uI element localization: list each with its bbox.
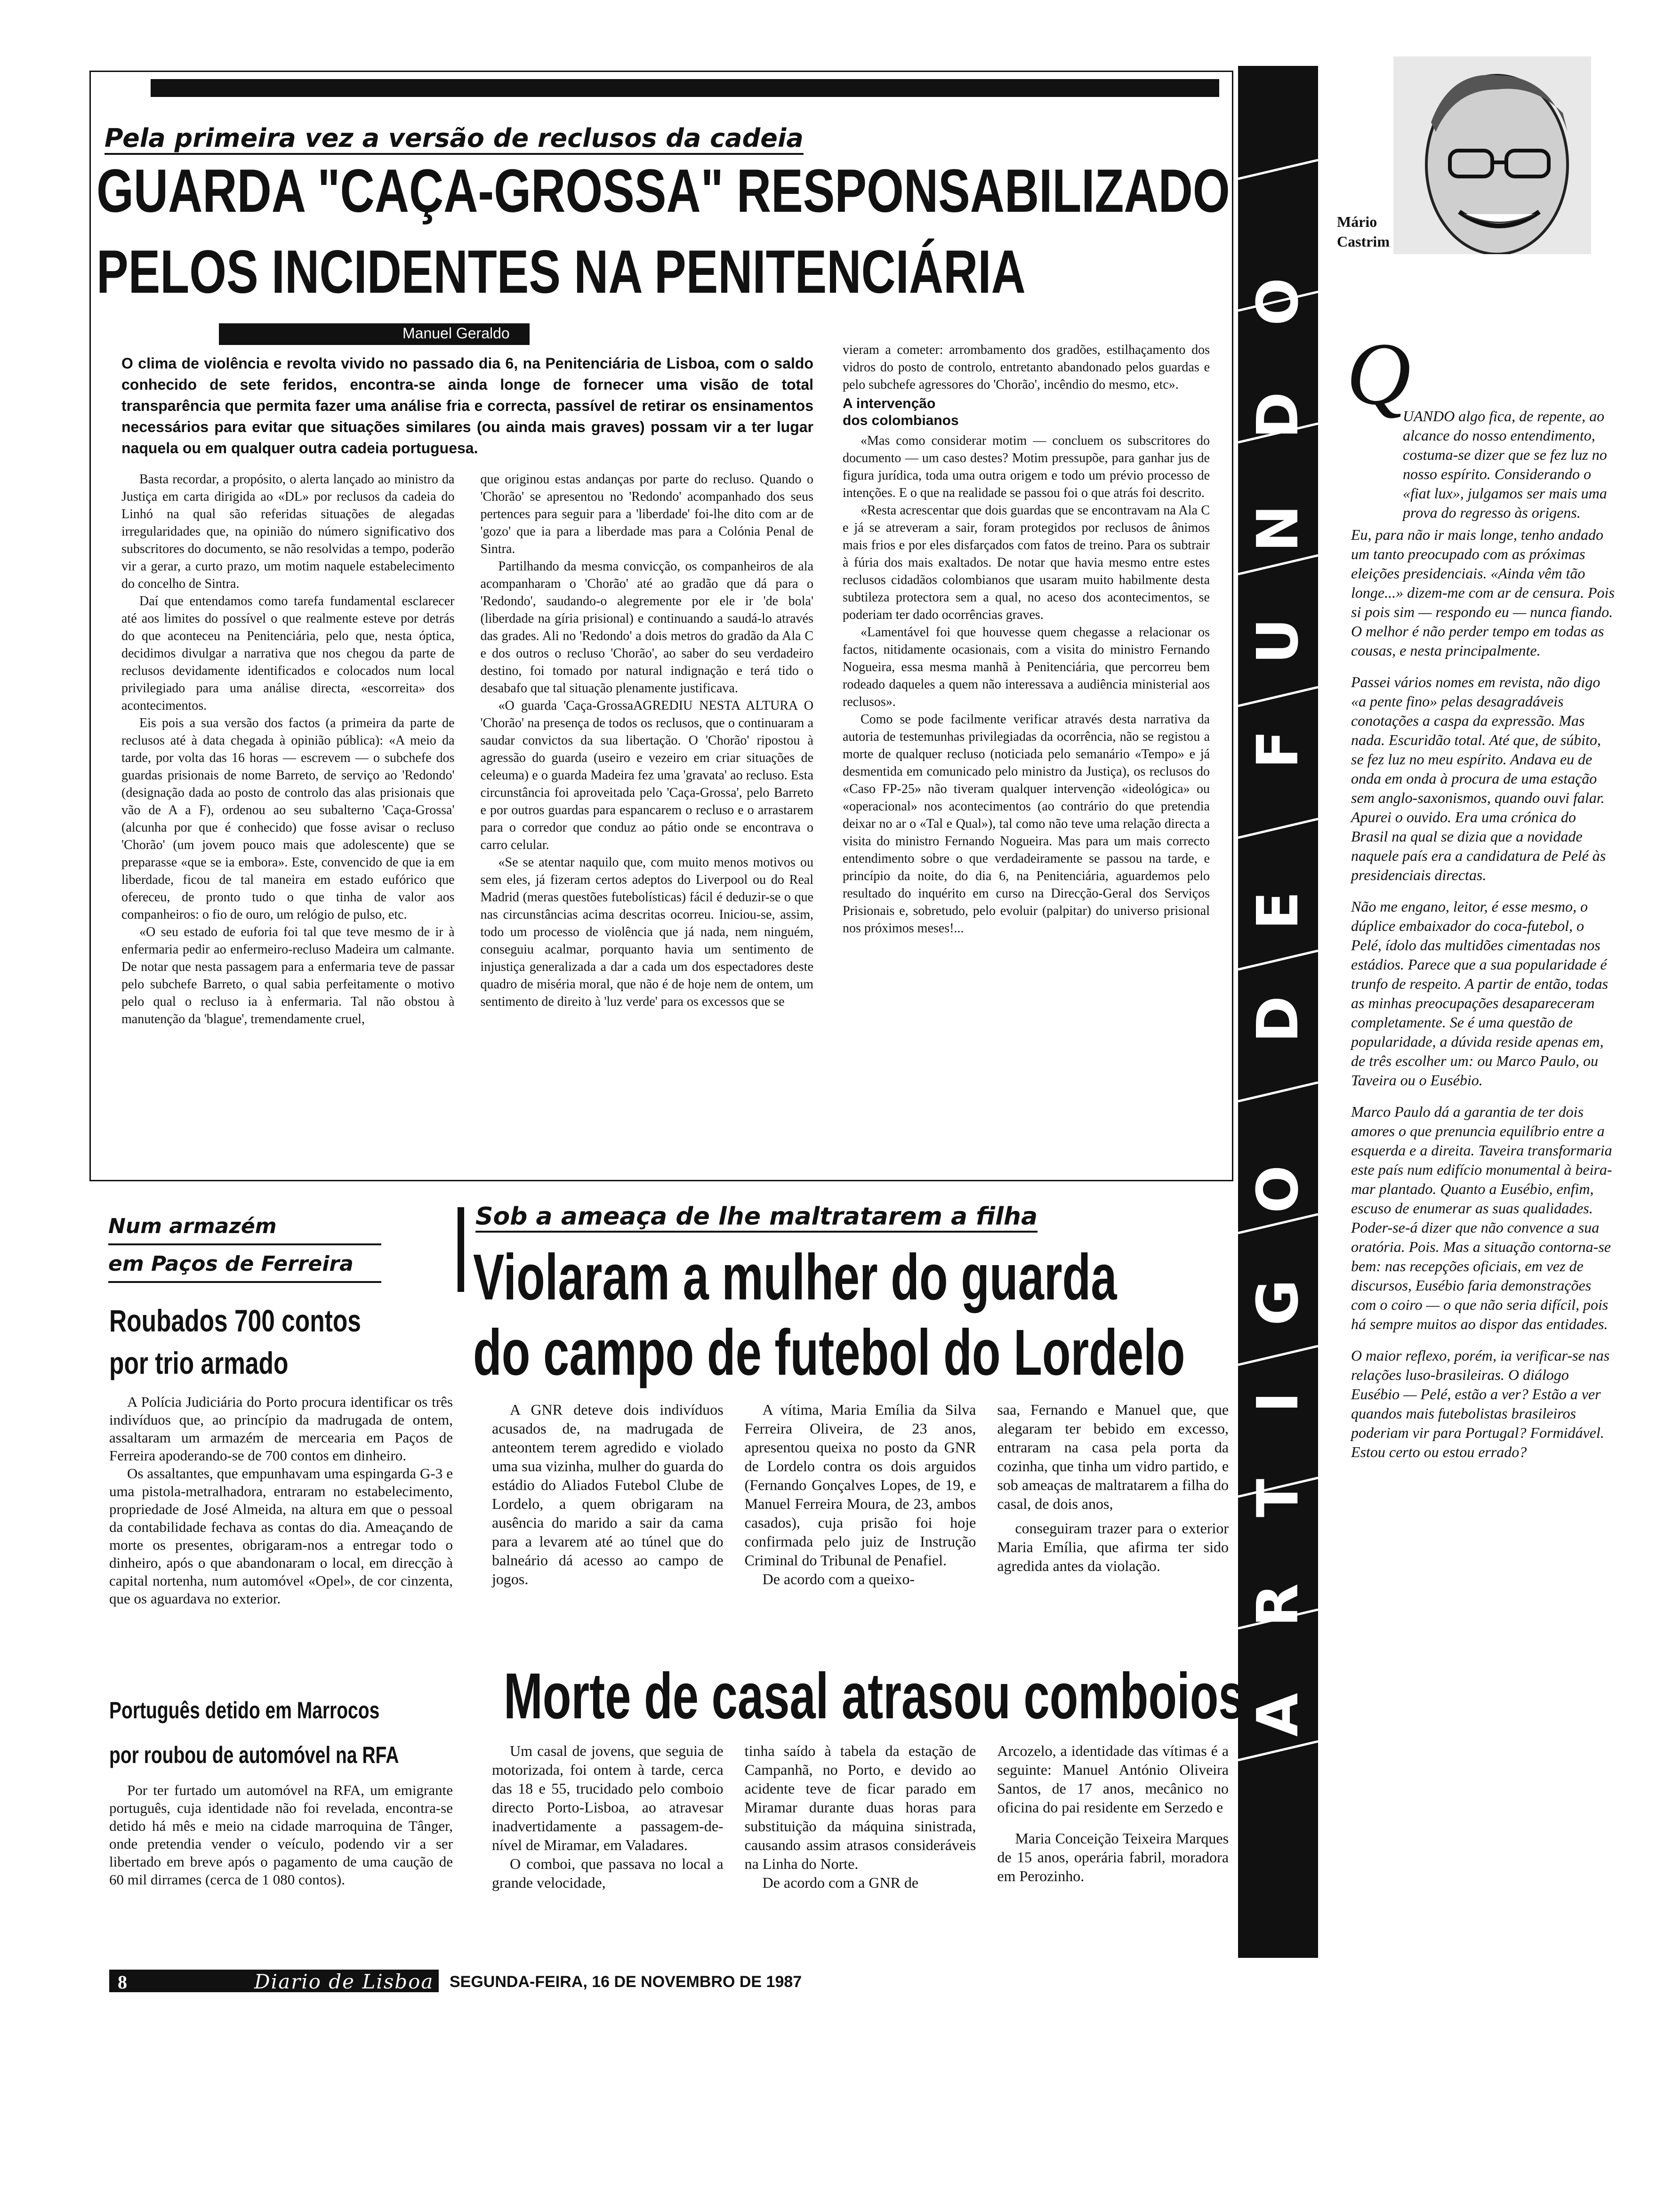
banner-letter: O bbox=[1245, 278, 1311, 326]
paragraph: conseguiram trazer para o exterior Maria Emília, que afirma ter sido agredida antes da violação. bbox=[997, 1520, 1229, 1574]
story3-columns bbox=[492, 1741, 1229, 1892]
paragraph: Eu, para não ir mais longe, tenho andado um tanto preocupado com as próximas eleições presidenciais. «Ainda vêm tão longe...» dizem-me com ar de censura. Pois si pois sim — respondo eu — nunca fiando. O melhor é não perder tempo em todas as cousas, e nesta principalmente. bbox=[1351, 526, 1615, 659]
banner-letter: I bbox=[1245, 1392, 1311, 1413]
brief2-headline-1: Português detido em Marrocos bbox=[109, 1697, 380, 1723]
rule bbox=[108, 1281, 381, 1283]
paragraph: «Mas como considerar motim — concluem os subscritores do documento — um caso destes? Motim pressupõe, para ganhar jus de figura jurídica, toda uma outra origem e todo um prévio processo de intenções. E o que na realidade se passou foi o que atrás foi descrito. bbox=[843, 433, 1210, 500]
paragraph: Como se pode facilmente verificar através desta narrativa da autoria de testemunhas privilegiadas da ocorrência, não se registou a morte de qualquer recluso (noticiada pelo semanário «Tempo» e já desmentida em comunicado pelo ministro da Justiça), os reclusos do «Caso FP-25» não tiveram qualquer intervenção «ideológica» ou «operacional» nos acontecimentos (ao contrário do que pretendia deixar no ar o «Tal e Qual»), tal como não teve uma relação directa a visita do ministro Fernando Nogueira. Mas para um mais correcto entendimento sobre o que verdadeiramente se passou na tarde, e princípio da noite, do dia 6, na Penitenciária, aguardemos pelo resultado do inquérito em curso na Direcção-Geral dos Serviços Prisionais e, sobretudo, pelo evoluir (palpitar) do universo prisional nos próximos meses!... bbox=[843, 712, 1210, 936]
banner-text bbox=[1238, 259, 1318, 1755]
brief1-kicker-1: Num armazém bbox=[108, 1214, 277, 1238]
story3-headline: Morte de casal atrasou comboios bbox=[504, 1660, 1245, 1732]
subhead: A intervenção dos colombianos bbox=[843, 396, 959, 428]
paragraph: tinha saído à tabela da estação de Campanhã, no Porto, e devido ao acidente teve de ficar parado em Miramar durante duas horas para substituição da máquina sinistrada, causando assim atrasos consideráveis na Linha do Norte. bbox=[744, 1742, 976, 1872]
paragraph: Não me engano, leitor, é esse mesmo, o dúplice embaixador do coca-futebol, o Pelé, ídolo das multidões cimentadas nos estádios. Parece que a sua popularidade é trunfo de respeito. A partir de então, todas as minhas preocupações desapareceram completamente. Se é uma questão de popularidade, a dúvida reside apenas em, de três escolher um: ou Marco Paulo, ou Taveira ou o Eusébio. bbox=[1351, 898, 1609, 1089]
masthead-logo: Diario de Lisboa bbox=[254, 1970, 434, 1993]
paragraph: «O guarda 'Caça-GrossaAGREDIU NESTA ALTURA O 'Chorão' na presença de todos os reclusos, que o continuaram a saudar convictos da sua libertação. O 'Chorão' ripostou à agressão do guarda (useiro e vezeiro em criar situações de celeuma) e o guarda Madeira fez uma 'gravata' ao recluso. Esta circunstância foi aproveitada pelo 'Caça-Grossa', pelo Barreto e por outros guardas para espancarem o recluso e o arrastarem para o corredor que conduz ao pátio onde se encontrava o carro celular. bbox=[480, 698, 813, 852]
top-lead: O clima de violência e revolta vivido no passado dia 6, na Penitenciária de Lisboa, com o saldo conhecido de sete feridos, encontra-se ainda longe de fornecer uma visão de total transparência que permita fazer uma análise fria e correcta, passível de retirar os ensinamentos necessários para evitar que situações similares (ou ainda mais graves) possam vir a ter lugar naquela ou em qualquer outra cadeia portuguesa. bbox=[121, 355, 813, 457]
paragraph: Os assaltantes, que empunhavam uma espingarda G-3 e uma pistola-metralhadora, entraram no estabelecimento, propriedade de José Almeida, na altura em que o pessoal da contabilidade fechava as contas do dia. Ameaçando de morte os presentes, obrigaram-nos a entregar todo o dinheiro, após o que abandonaram o local, em direcção à capital nortenha, num automóvel «Opel», de cor cinzenta, que os aguardava no exterior. bbox=[109, 1465, 453, 1607]
banner-letter: N bbox=[1245, 505, 1311, 552]
story3-column-1 bbox=[492, 1741, 724, 1892]
author-name: Mário Castrim bbox=[1337, 213, 1390, 250]
paragraph: Daí que entendamos como tarefa fundamental esclarecer até aos limites do possível o que realmente esteve por detrás do que aconteceu na Penitenciária, pelo que, nesta óptica, decidimos divulgar a narrativa que nos chegou da parte de reclusos devidamente identificados e colocados num local privilegiado para uma análise directa, «escorreita» dos acontecimentos. bbox=[121, 594, 455, 713]
banner-letter: T bbox=[1245, 1479, 1311, 1517]
rule bbox=[108, 1243, 381, 1245]
banner-letter: E bbox=[1245, 891, 1311, 930]
banner-letter: D bbox=[1245, 392, 1311, 439]
paragraph: De acordo com a queixo- bbox=[762, 1571, 915, 1587]
paragraph: Marco Paulo dá a garantia de ter dois amores o que prenuncia equilíbrio entre a esquerda e a direita. Taveira transformaria este país num edifício monumental à beira-mar plantado. Quanto a Eusébio, enfim, escuso de enumerar as suas qualidades. Poder-se-á dizer que não convence a sua oratória. Pois. Mas a situação contorna-se bem: nas recepções oficiais, em vez de discursos, Eusébio faria demonstrações com o coiro — o que não seria difícil, pois há sempre muitos ao dispor das entidades. bbox=[1351, 1103, 1612, 1332]
paragraph: Um casal de jovens, que seguia de motorizada, foi ontem à tarde, cerca das 18 e 55, trucidado pelo comboio directo Porto-Lisboa, ao atravesar inadvertidamente a passagem-de-nível de Miramar, em Valadares. bbox=[492, 1742, 724, 1853]
opinion-text bbox=[1351, 409, 1615, 1462]
paragraph: A GNR deteve dois indivíduos acusados de, na madrugada de anteontem terem agredido e violado uma sua vizinha, mulher do guarda do estádio do Aliados Futebol Clube de Lordelo, a quem obrigaram na ausência do marido a sair da cama para a levarem até ao túnel que do balneário dá acesso ao campo de jogos. bbox=[492, 1401, 724, 1587]
top-columns-1-2 bbox=[121, 471, 813, 1028]
paragraph: «Resta acrescentar que dois guardas que se encontravam na Ala C e já se atreveram a sair, foram protegidos por reclusos de ânimos mais frios e por eles disfarçados com fatos de treino. Para os subtrair à fúria dos mais exaltados. De notar que havia mesmo entre estes reclusos cidadãos colombianos que usaram muito habilmente desta subtileza protectora sem a qual, no aceso dos acontecimentos, se poderiam ter dado ocorrências graves. bbox=[843, 503, 1210, 622]
brief1-kicker-2: em Paços de Ferreira bbox=[108, 1252, 354, 1276]
story2-column-1 bbox=[492, 1400, 724, 1588]
issue-date: SEGUNDA-FEIRA, 16 DE NOVEMBRO DE 1987 bbox=[450, 1973, 802, 1991]
banner-letter: U bbox=[1245, 618, 1311, 664]
story2-column-3 bbox=[997, 1400, 1229, 1588]
top-column-3 bbox=[843, 341, 1210, 937]
top-column-2 bbox=[481, 471, 814, 1028]
banner-letter: F bbox=[1245, 730, 1311, 769]
banner-letter: D bbox=[1245, 995, 1311, 1043]
paragraph: Arcozelo, a identidade das vítimas é a seguinte: Manuel António Oliveira Santos, de 17 anos, mecânico no oficina do pai residente em Serzedo e bbox=[997, 1742, 1229, 1816]
top-headline-2: PELOS INCIDENTES NA PENITENCIÁRIA bbox=[97, 237, 1026, 306]
opinion-dropcap: Q bbox=[1346, 325, 1411, 424]
banner-letter: G bbox=[1245, 1279, 1311, 1326]
paragraph: A vítima, Maria Emília da Silva Ferreira Oliveira, de 23 anos, apresentou queixa no posto da GNR de Lordelo contra os dois arguidos (Fernando Gonçalves Lopes, de 19, e Manuel Ferreira Moura, de 23, ambos casados), cuja prisão foi hoje confirmada pelo juiz de Instrução Criminal do Tribunal de Penafiel. bbox=[744, 1401, 976, 1569]
brief2-headline-2: por roubou de automóvel na RFA bbox=[109, 1742, 399, 1768]
story3-column-3 bbox=[997, 1741, 1229, 1892]
paragraph: saa, Fernando e Manuel que, que alegaram ter bebido em excesso, entraram na casa pela porta da cozinha, que tinha um vidro partido, e sob ameaças de maltratarem a filha do casal, de dois anos, bbox=[997, 1401, 1229, 1512]
paragraph: Maria Conceição Teixeira Marques de 15 anos, operária fabril, moradora em Perozinho. bbox=[997, 1830, 1229, 1884]
banner-letter: A bbox=[1245, 1693, 1311, 1737]
paragraph: «Se se atentar naquilo que, com muito menos motivos ou sem eles, já fizeram certos adeptos do Liverpool ou do Real Madrid (meras questões futebolísticas) fácil é deduzir-se o que nas circunstâncias acima descritas ocorreu. Iniciou-se, assim, todo um processo de violência que já nada, nem ninguém, conseguiu acalmar, porquanto havia um sentimento de injustiça generalizada a dar a cada um dos espectadores deste quadro de miséria moral, que não é de hoje nem de ontem, um sentimento de direito à 'luz verde' para os excessos que se bbox=[480, 855, 813, 1009]
brief2-body bbox=[109, 1781, 453, 1889]
story2-kicker: Sob a ameaça de lhe maltratarem a filha bbox=[475, 1202, 1038, 1231]
paragraph: «Lamentável foi que houvesse quem chegasse a relacionar os factos, nitidamente ocasionais, com a visita do ministro Fernando Nogueira, essa mesma manhã à Penitenciária, que percorreu bem rodeado daqueles a quem não interessava a audiência ministerial aos reclusos». bbox=[843, 625, 1210, 709]
paragraph: O maior reflexo, porém, ia verificar-se nas relações luso-brasileiras. O diálogo Eusébio — Pelé, estão a ver? Estão a ver quandos mais futebolistas brasileiros poderiam vir para Portugal? Formidável. Estou certo ou estou errado? bbox=[1351, 1347, 1610, 1460]
top-headline-1: GUARDA "CAÇA-GROSSA" RESPONSABILIZADO bbox=[97, 156, 1230, 225]
paragraph: vieram a cometer: arrombamento dos gradões, estilhaçamento dos vidros do posto de controlo, entretanto abandonado pelos guardas e pelo subchefe agressores do 'Chorão', incêndio do mesmo, etc». bbox=[843, 343, 1210, 392]
story2-headline-2: do campo de futebol do Lordelo bbox=[473, 1316, 1185, 1389]
story2-headline-1: Violaram a mulher do guarda bbox=[473, 1241, 1117, 1314]
story2-side-rule bbox=[458, 1207, 464, 1292]
top-black-bar bbox=[151, 79, 1219, 97]
brief1-body bbox=[109, 1393, 453, 1608]
banner-letter: O bbox=[1245, 1165, 1311, 1213]
story3-column-2 bbox=[745, 1741, 976, 1892]
paragraph: De acordo com a GNR de bbox=[762, 1874, 919, 1891]
author-photo bbox=[1393, 56, 1591, 254]
paragraph: que originou estas andanças por parte do recluso. Quando o 'Chorão' se apresentou no 'Redondo' acompanhado dos seus pertences para seguir para a 'liberdade' foi-lhe dito com ar de 'gozo' que ia para a liberdade mas para a Colónia Penal de Sintra. bbox=[480, 472, 813, 556]
paragraph: Eis pois a sua versão dos factos (a primeira da parte de reclusos até à data chegada à opinião pública): «A meio da tarde, por volta das 16 horas — escrevem — o subchefe dos guardas prisionais de nome Barreto, de serviço ao 'Redondo' (designação dada ao posto de controlo das alas prisionais que vão de A a F), ordenou ao seu subalterno 'Caça-Grossa' (alcunha por que é conhecido) que fosse avisar o recluso 'Chorão' (um jovem pouco mais que adolescente) que se preparasse «que se ia embora». Este, convencido de que ia em liberdade, ficou de tal maneira em estado eufórico que ofereceu, de pronto tudo o que tinha de valor aos companheiros: o fio de ouro, um relógio de pulso, etc. bbox=[121, 716, 455, 922]
paragraph: O comboi, que passava no local a grande velocidade, bbox=[492, 1855, 724, 1891]
paragraph: Por ter furtado um automóvel na RFA, um emigrante português, cuja identidade não foi revelada, encontra-se detido há mês e meio na cidade marroquina de Tânger, onde pretendia vender o veículo, podendo vir a ser libertado em breve após o pagamento de uma caução de 60 mil dirrames (cerca de 1 080 contos). bbox=[109, 1782, 453, 1888]
paragraph: «O seu estado de euforia foi tal que teve mesmo de ir à enfermaria pedir ao enfermeiro-recluso Madeira um calmante. De notar que nesta passagem para a enfermaria teve de passar pelo subchefe Barreto, o qual sabia perfeitamente o motivo pelo qual o recluso ia à enfermaria. Tal não obstou à manutenção da 'blague', tremendamente cruel, bbox=[121, 925, 455, 1026]
page-number: 8 bbox=[118, 1972, 127, 1993]
paragraph: Partilhando da mesma convicção, os companheiros de ala acompanharam o 'Chorão' até ao gradão que dá para o 'Redondo', saudando-o alegremente por ele ir 'de bola' (liberdade na gíria prisional) e continuando a saudá-lo através das grades. Ali no 'Redondo' a dois metros do gradão da Ala C e dos outros o recluso 'Chorão', ao saber do seu verdadeiro destino, foi tomado por natural indignação e terá tido o desabafo que tal situação plenamente justificava. bbox=[480, 559, 813, 696]
brief1-headline-1: Roubados 700 contos bbox=[109, 1303, 361, 1338]
paragraph: Basta recordar, a propósito, o alerta lançado ao ministro da Justiça em carta dirigida ao «DL» por reclusos da cadeia do Linhó na qual são referidas situações de alegadas irregularidades que, na opinião do número significativo dos subscritores do documento, se não resolvidas a tempo, poderão vir a gerar, a curto prazo, um motim naquele estabelecimento do concelho de Sintra. bbox=[121, 472, 455, 591]
byline: Manuel Geraldo bbox=[402, 325, 510, 342]
brief1-headline-2: por trio armado bbox=[109, 1346, 289, 1380]
top-kicker: Pela primeira vez a versão de reclusos da cadeia bbox=[105, 123, 804, 153]
banner-letter: R bbox=[1245, 1583, 1311, 1627]
top-column-1 bbox=[121, 471, 455, 1028]
story2-columns bbox=[492, 1400, 1229, 1588]
paragraph: UANDO algo fica, de repente, ao alcance do nosso entendimento, costuma-se dizer que se fez luz no nosso espírito. Considerando o «fiat lux», julgamos ser mais uma prova do regresso às origens. bbox=[1403, 408, 1607, 521]
story2-column-2 bbox=[745, 1400, 976, 1588]
paragraph: A Polícia Judiciária do Porto procura identificar os três indivíduos que, ao princípio da madrugada de ontem, assaltaram um armazém de mercearia em Paços de Ferreira apoderando-se de 700 contos em dinheiro. bbox=[109, 1394, 453, 1464]
opinion-banner bbox=[1238, 66, 1318, 1958]
paragraph: Passei vários nomes em revista, não digo «a pente fino» pelas desagradáveis conotações a caspa da expressão. Mas nada. Escuridão total. Até que, de súbito, se fez luz no meu espírito. Andava eu de onda em onda à procura de uma estação sem anglo-saxonismos, quando ouvi falar. Apurei o ouvido. Era uma crónica do Brasil na qual se dizia que a novidade naquele país era a candidatura de Pelé às presidenciais directas. bbox=[1351, 673, 1606, 883]
